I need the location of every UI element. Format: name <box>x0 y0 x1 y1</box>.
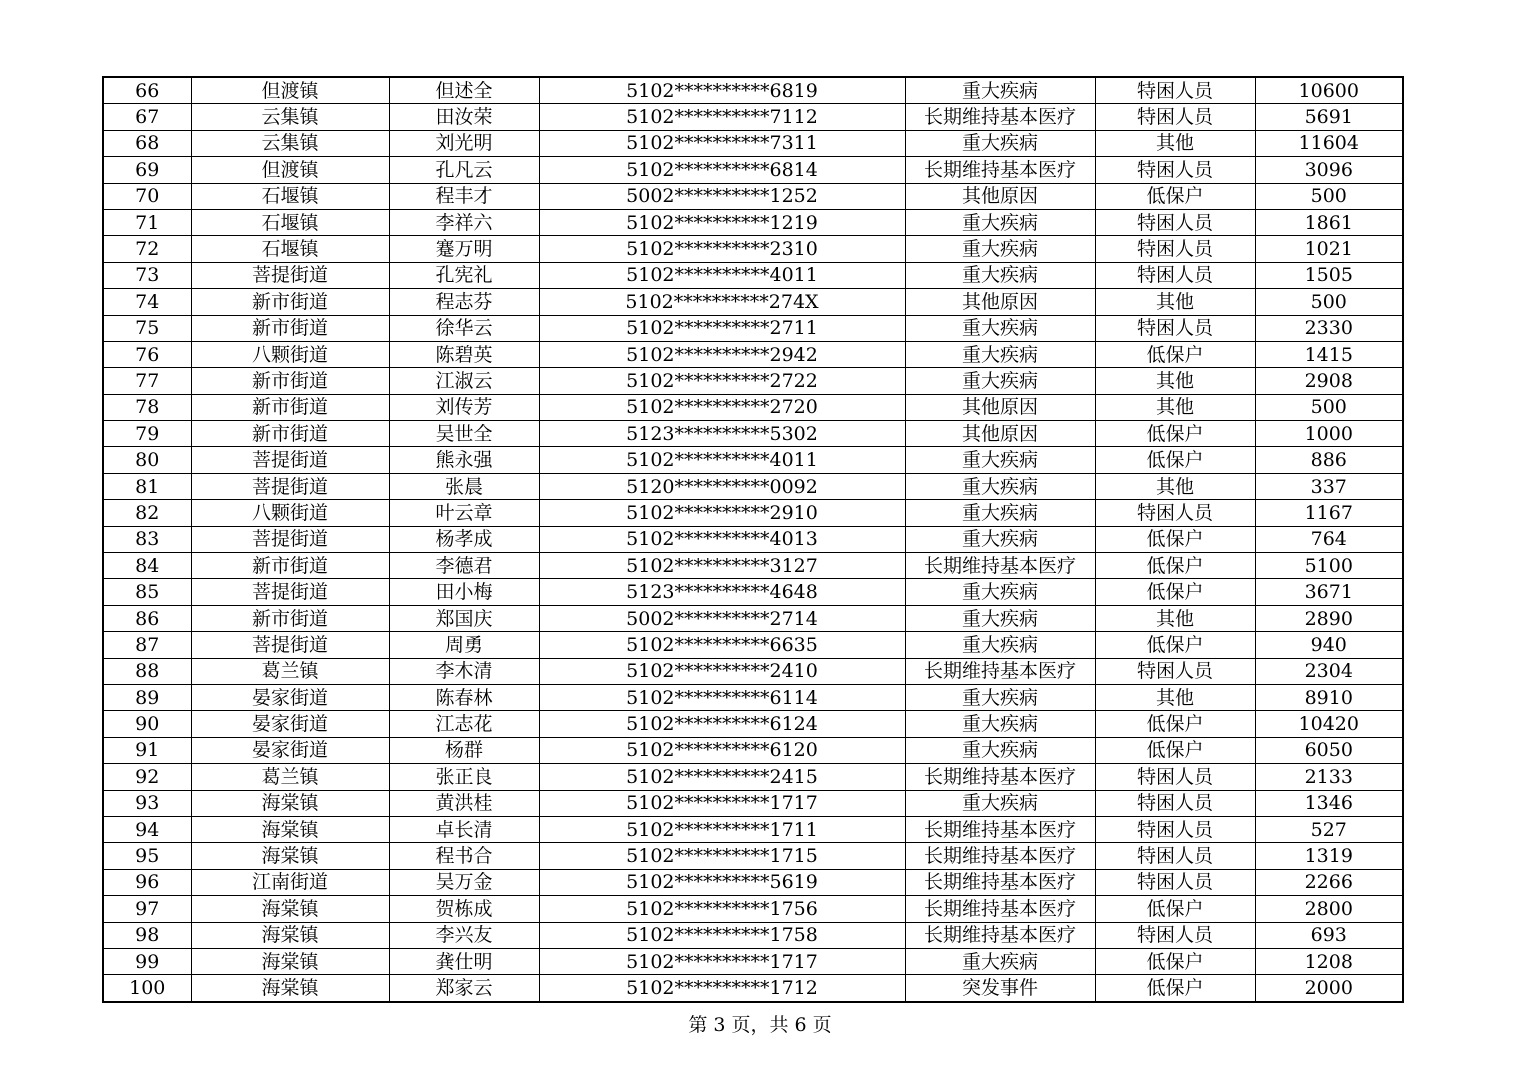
town-cell: 菩提街道 <box>191 579 389 605</box>
town-cell: 新市街道 <box>191 394 389 420</box>
amount-cell: 11604 <box>1255 130 1403 156</box>
id-number-cell: 5102**********6814 <box>539 157 905 183</box>
table-row <box>103 421 1403 447</box>
id-number-cell: 5102**********2910 <box>539 500 905 526</box>
table-row <box>103 737 1403 763</box>
id-number-cell: 5102**********6635 <box>539 632 905 658</box>
id-number-cell: 5102**********1756 <box>539 896 905 922</box>
name-cell: 程书合 <box>389 843 539 869</box>
amount-cell: 500 <box>1255 183 1403 209</box>
category-cell: 低保户 <box>1095 447 1255 473</box>
amount-cell: 1415 <box>1255 341 1403 367</box>
id-number-cell: 5102**********1711 <box>539 816 905 842</box>
name-cell: 程丰才 <box>389 183 539 209</box>
id-number-cell: 5102**********1715 <box>539 843 905 869</box>
table-row <box>103 157 1403 183</box>
town-cell: 海棠镇 <box>191 975 389 1002</box>
id-number-cell: 5102**********5619 <box>539 869 905 895</box>
town-cell: 晏家街道 <box>191 684 389 710</box>
category-cell: 低保户 <box>1095 948 1255 974</box>
category-cell: 其他 <box>1095 605 1255 631</box>
name-cell: 杨群 <box>389 737 539 763</box>
town-cell: 海棠镇 <box>191 896 389 922</box>
category-cell: 低保户 <box>1095 526 1255 552</box>
town-cell: 新市街道 <box>191 605 389 631</box>
town-cell: 晏家街道 <box>191 737 389 763</box>
reason-cell: 重大疾病 <box>905 77 1095 104</box>
reason-cell: 重大疾病 <box>905 341 1095 367</box>
reason-cell: 其他原因 <box>905 421 1095 447</box>
reason-cell: 重大疾病 <box>905 473 1095 499</box>
row-number: 97 <box>103 896 191 922</box>
table-row <box>103 948 1403 974</box>
name-cell: 孔宪礼 <box>389 262 539 288</box>
reason-cell: 重大疾病 <box>905 737 1095 763</box>
amount-cell: 2908 <box>1255 368 1403 394</box>
name-cell: 龚仕明 <box>389 948 539 974</box>
town-cell: 新市街道 <box>191 368 389 394</box>
amount-cell: 886 <box>1255 447 1403 473</box>
assistance-table <box>102 76 1404 1003</box>
name-cell: 孔凡云 <box>389 157 539 183</box>
town-cell: 云集镇 <box>191 130 389 156</box>
category-cell: 特困人员 <box>1095 236 1255 262</box>
row-number: 99 <box>103 948 191 974</box>
town-cell: 海棠镇 <box>191 816 389 842</box>
town-cell: 新市街道 <box>191 315 389 341</box>
category-cell: 特困人员 <box>1095 209 1255 235</box>
id-number-cell: 5102**********2415 <box>539 764 905 790</box>
name-cell: 杨孝成 <box>389 526 539 552</box>
amount-cell: 1000 <box>1255 421 1403 447</box>
table-row <box>103 394 1403 420</box>
reason-cell: 长期维持基本医疗 <box>905 843 1095 869</box>
amount-cell: 1861 <box>1255 209 1403 235</box>
name-cell: 江志花 <box>389 711 539 737</box>
row-number: 78 <box>103 394 191 420</box>
name-cell: 郑国庆 <box>389 605 539 631</box>
name-cell: 江淑云 <box>389 368 539 394</box>
name-cell: 陈春林 <box>389 684 539 710</box>
amount-cell: 500 <box>1255 394 1403 420</box>
town-cell: 菩提街道 <box>191 473 389 499</box>
row-number: 68 <box>103 130 191 156</box>
town-cell: 石堰镇 <box>191 209 389 235</box>
category-cell: 低保户 <box>1095 737 1255 763</box>
town-cell: 石堰镇 <box>191 236 389 262</box>
reason-cell: 其他原因 <box>905 183 1095 209</box>
row-number: 74 <box>103 289 191 315</box>
amount-cell: 10600 <box>1255 77 1403 104</box>
category-cell: 其他 <box>1095 368 1255 394</box>
table-row <box>103 658 1403 684</box>
row-number: 87 <box>103 632 191 658</box>
name-cell: 李木清 <box>389 658 539 684</box>
name-cell: 周勇 <box>389 632 539 658</box>
row-number: 80 <box>103 447 191 473</box>
category-cell: 低保户 <box>1095 896 1255 922</box>
id-number-cell: 5102**********2310 <box>539 236 905 262</box>
town-cell: 八颗街道 <box>191 341 389 367</box>
name-cell: 程志芬 <box>389 289 539 315</box>
name-cell: 吴世全 <box>389 421 539 447</box>
row-number: 90 <box>103 711 191 737</box>
amount-cell: 337 <box>1255 473 1403 499</box>
category-cell: 其他 <box>1095 473 1255 499</box>
row-number: 94 <box>103 816 191 842</box>
table-row <box>103 236 1403 262</box>
id-number-cell: 5102**********1717 <box>539 948 905 974</box>
name-cell: 郑家云 <box>389 975 539 1002</box>
town-cell: 海棠镇 <box>191 948 389 974</box>
row-number: 92 <box>103 764 191 790</box>
amount-cell: 764 <box>1255 526 1403 552</box>
town-cell: 江南街道 <box>191 869 389 895</box>
row-number: 83 <box>103 526 191 552</box>
amount-cell: 3096 <box>1255 157 1403 183</box>
category-cell: 特困人员 <box>1095 816 1255 842</box>
row-number: 100 <box>103 975 191 1002</box>
reason-cell: 长期维持基本医疗 <box>905 922 1095 948</box>
reason-cell: 重大疾病 <box>905 500 1095 526</box>
category-cell: 低保户 <box>1095 341 1255 367</box>
category-cell: 特困人员 <box>1095 315 1255 341</box>
amount-cell: 2266 <box>1255 869 1403 895</box>
id-number-cell: 5102**********2942 <box>539 341 905 367</box>
table-row <box>103 975 1403 1002</box>
name-cell: 田汝荣 <box>389 104 539 130</box>
name-cell: 徐华云 <box>389 315 539 341</box>
town-cell: 葛兰镇 <box>191 658 389 684</box>
row-number: 88 <box>103 658 191 684</box>
table-row <box>103 447 1403 473</box>
row-number: 93 <box>103 790 191 816</box>
reason-cell: 长期维持基本医疗 <box>905 104 1095 130</box>
row-number: 89 <box>103 684 191 710</box>
reason-cell: 重大疾病 <box>905 447 1095 473</box>
id-number-cell: 5123**********4648 <box>539 579 905 605</box>
category-cell: 其他 <box>1095 130 1255 156</box>
reason-cell: 重大疾病 <box>905 130 1095 156</box>
table-row <box>103 553 1403 579</box>
amount-cell: 1505 <box>1255 262 1403 288</box>
table-row <box>103 790 1403 816</box>
town-cell: 菩提街道 <box>191 262 389 288</box>
town-cell: 海棠镇 <box>191 843 389 869</box>
amount-cell: 3671 <box>1255 579 1403 605</box>
reason-cell: 长期维持基本医疗 <box>905 869 1095 895</box>
table-row <box>103 816 1403 842</box>
town-cell: 新市街道 <box>191 421 389 447</box>
town-cell: 云集镇 <box>191 104 389 130</box>
id-number-cell: 5102**********1717 <box>539 790 905 816</box>
town-cell: 晏家街道 <box>191 711 389 737</box>
amount-cell: 500 <box>1255 289 1403 315</box>
amount-cell: 2304 <box>1255 658 1403 684</box>
category-cell: 低保户 <box>1095 711 1255 737</box>
table-row <box>103 764 1403 790</box>
row-number: 85 <box>103 579 191 605</box>
row-number: 95 <box>103 843 191 869</box>
category-cell: 低保户 <box>1095 421 1255 447</box>
id-number-cell: 5102**********2711 <box>539 315 905 341</box>
name-cell: 蹇万明 <box>389 236 539 262</box>
row-number: 71 <box>103 209 191 235</box>
id-number-cell: 5102**********2722 <box>539 368 905 394</box>
reason-cell: 长期维持基本医疗 <box>905 896 1095 922</box>
row-number: 81 <box>103 473 191 499</box>
town-cell: 菩提街道 <box>191 447 389 473</box>
amount-cell: 6050 <box>1255 737 1403 763</box>
row-number: 72 <box>103 236 191 262</box>
table-row <box>103 896 1403 922</box>
town-cell: 菩提街道 <box>191 526 389 552</box>
category-cell: 低保户 <box>1095 553 1255 579</box>
table-row <box>103 500 1403 526</box>
row-number: 86 <box>103 605 191 631</box>
id-number-cell: 5102**********1758 <box>539 922 905 948</box>
name-cell: 刘传芳 <box>389 394 539 420</box>
reason-cell: 长期维持基本医疗 <box>905 157 1095 183</box>
amount-cell: 2000 <box>1255 975 1403 1002</box>
reason-cell: 突发事件 <box>905 975 1095 1002</box>
id-number-cell: 5102**********1712 <box>539 975 905 1002</box>
id-number-cell: 5102**********6114 <box>539 684 905 710</box>
row-number: 75 <box>103 315 191 341</box>
row-number: 70 <box>103 183 191 209</box>
reason-cell: 重大疾病 <box>905 368 1095 394</box>
reason-cell: 重大疾病 <box>905 632 1095 658</box>
category-cell: 特困人员 <box>1095 843 1255 869</box>
town-cell: 八颗街道 <box>191 500 389 526</box>
town-cell: 海棠镇 <box>191 790 389 816</box>
amount-cell: 10420 <box>1255 711 1403 737</box>
name-cell: 李兴友 <box>389 922 539 948</box>
category-cell: 特困人员 <box>1095 104 1255 130</box>
row-number: 67 <box>103 104 191 130</box>
id-number-cell: 5102**********6124 <box>539 711 905 737</box>
amount-cell: 1208 <box>1255 948 1403 974</box>
row-number: 84 <box>103 553 191 579</box>
name-cell: 黄洪桂 <box>389 790 539 816</box>
table-row <box>103 130 1403 156</box>
table-row <box>103 368 1403 394</box>
id-number-cell: 5102**********4013 <box>539 526 905 552</box>
reason-cell: 重大疾病 <box>905 236 1095 262</box>
amount-cell: 1319 <box>1255 843 1403 869</box>
name-cell: 叶云章 <box>389 500 539 526</box>
reason-cell: 长期维持基本医疗 <box>905 816 1095 842</box>
table-row <box>103 605 1403 631</box>
table-row <box>103 473 1403 499</box>
id-number-cell: 5102**********7112 <box>539 104 905 130</box>
name-cell: 田小梅 <box>389 579 539 605</box>
table-row <box>103 289 1403 315</box>
reason-cell: 重大疾病 <box>905 209 1095 235</box>
amount-cell: 940 <box>1255 632 1403 658</box>
row-number: 79 <box>103 421 191 447</box>
amount-cell: 5691 <box>1255 104 1403 130</box>
reason-cell: 重大疾病 <box>905 948 1095 974</box>
name-cell: 陈碧英 <box>389 341 539 367</box>
reason-cell: 其他原因 <box>905 289 1095 315</box>
table-row <box>103 262 1403 288</box>
table-row <box>103 922 1403 948</box>
table-row <box>103 183 1403 209</box>
id-number-cell: 5102**********2720 <box>539 394 905 420</box>
table-row <box>103 843 1403 869</box>
id-number-cell: 5102**********6120 <box>539 737 905 763</box>
table-row <box>103 209 1403 235</box>
id-number-cell: 5102**********274X <box>539 289 905 315</box>
name-cell: 吴万金 <box>389 869 539 895</box>
table-row <box>103 632 1403 658</box>
town-cell: 但渡镇 <box>191 77 389 104</box>
reason-cell: 长期维持基本医疗 <box>905 553 1095 579</box>
name-cell: 贺栋成 <box>389 896 539 922</box>
reason-cell: 重大疾病 <box>905 262 1095 288</box>
row-number: 91 <box>103 737 191 763</box>
name-cell: 张晨 <box>389 473 539 499</box>
category-cell: 特困人员 <box>1095 157 1255 183</box>
category-cell: 低保户 <box>1095 183 1255 209</box>
amount-cell: 2133 <box>1255 764 1403 790</box>
row-number: 76 <box>103 341 191 367</box>
row-number: 66 <box>103 77 191 104</box>
category-cell: 低保户 <box>1095 975 1255 1002</box>
town-cell: 菩提街道 <box>191 632 389 658</box>
town-cell: 新市街道 <box>191 289 389 315</box>
reason-cell: 长期维持基本医疗 <box>905 764 1095 790</box>
reason-cell: 重大疾病 <box>905 526 1095 552</box>
id-number-cell: 5002**********1252 <box>539 183 905 209</box>
category-cell: 特困人员 <box>1095 922 1255 948</box>
table-row <box>103 341 1403 367</box>
reason-cell: 重大疾病 <box>905 605 1095 631</box>
amount-cell: 5100 <box>1255 553 1403 579</box>
category-cell: 特困人员 <box>1095 77 1255 104</box>
category-cell: 特困人员 <box>1095 764 1255 790</box>
reason-cell: 长期维持基本医疗 <box>905 658 1095 684</box>
table-row <box>103 684 1403 710</box>
town-cell: 但渡镇 <box>191 157 389 183</box>
amount-cell: 1021 <box>1255 236 1403 262</box>
amount-cell: 8910 <box>1255 684 1403 710</box>
id-number-cell: 5102**********1219 <box>539 209 905 235</box>
category-cell: 其他 <box>1095 394 1255 420</box>
amount-cell: 1167 <box>1255 500 1403 526</box>
table-row <box>103 869 1403 895</box>
name-cell: 张正良 <box>389 764 539 790</box>
name-cell: 但述全 <box>389 77 539 104</box>
row-number: 82 <box>103 500 191 526</box>
reason-cell: 重大疾病 <box>905 790 1095 816</box>
row-number: 73 <box>103 262 191 288</box>
table-body <box>103 77 1403 1002</box>
table-row <box>103 104 1403 130</box>
table-row <box>103 526 1403 552</box>
name-cell: 李祥六 <box>389 209 539 235</box>
id-number-cell: 5102**********6819 <box>539 77 905 104</box>
category-cell: 特困人员 <box>1095 658 1255 684</box>
category-cell: 特困人员 <box>1095 500 1255 526</box>
reason-cell: 重大疾病 <box>905 684 1095 710</box>
category-cell: 特困人员 <box>1095 790 1255 816</box>
amount-cell: 693 <box>1255 922 1403 948</box>
town-cell: 新市街道 <box>191 553 389 579</box>
reason-cell: 其他原因 <box>905 394 1095 420</box>
category-cell: 其他 <box>1095 684 1255 710</box>
town-cell: 葛兰镇 <box>191 764 389 790</box>
category-cell: 特困人员 <box>1095 869 1255 895</box>
reason-cell: 重大疾病 <box>905 315 1095 341</box>
name-cell: 刘光明 <box>389 130 539 156</box>
id-number-cell: 5102**********4011 <box>539 262 905 288</box>
row-number: 96 <box>103 869 191 895</box>
name-cell: 卓长清 <box>389 816 539 842</box>
id-number-cell: 5102**********7311 <box>539 130 905 156</box>
town-cell: 海棠镇 <box>191 922 389 948</box>
row-number: 98 <box>103 922 191 948</box>
reason-cell: 重大疾病 <box>905 711 1095 737</box>
row-number: 77 <box>103 368 191 394</box>
category-cell: 特困人员 <box>1095 262 1255 288</box>
id-number-cell: 5102**********4011 <box>539 447 905 473</box>
amount-cell: 2800 <box>1255 896 1403 922</box>
amount-cell: 2890 <box>1255 605 1403 631</box>
reason-cell: 重大疾病 <box>905 579 1095 605</box>
id-number-cell: 5123**********5302 <box>539 421 905 447</box>
id-number-cell: 5102**********2410 <box>539 658 905 684</box>
town-cell: 石堰镇 <box>191 183 389 209</box>
category-cell: 其他 <box>1095 289 1255 315</box>
amount-cell: 527 <box>1255 816 1403 842</box>
amount-cell: 1346 <box>1255 790 1403 816</box>
id-number-cell: 5102**********3127 <box>539 553 905 579</box>
amount-cell: 2330 <box>1255 315 1403 341</box>
table-row <box>103 579 1403 605</box>
name-cell: 熊永强 <box>389 447 539 473</box>
table-row <box>103 77 1403 104</box>
category-cell: 低保户 <box>1095 579 1255 605</box>
table-row <box>103 711 1403 737</box>
id-number-cell: 5002**********2714 <box>539 605 905 631</box>
row-number: 69 <box>103 157 191 183</box>
name-cell: 李德君 <box>389 553 539 579</box>
id-number-cell: 5120**********0092 <box>539 473 905 499</box>
page-footer: 第 3 页，共 6 页 <box>688 1014 832 1036</box>
table-row <box>103 315 1403 341</box>
category-cell: 低保户 <box>1095 632 1255 658</box>
